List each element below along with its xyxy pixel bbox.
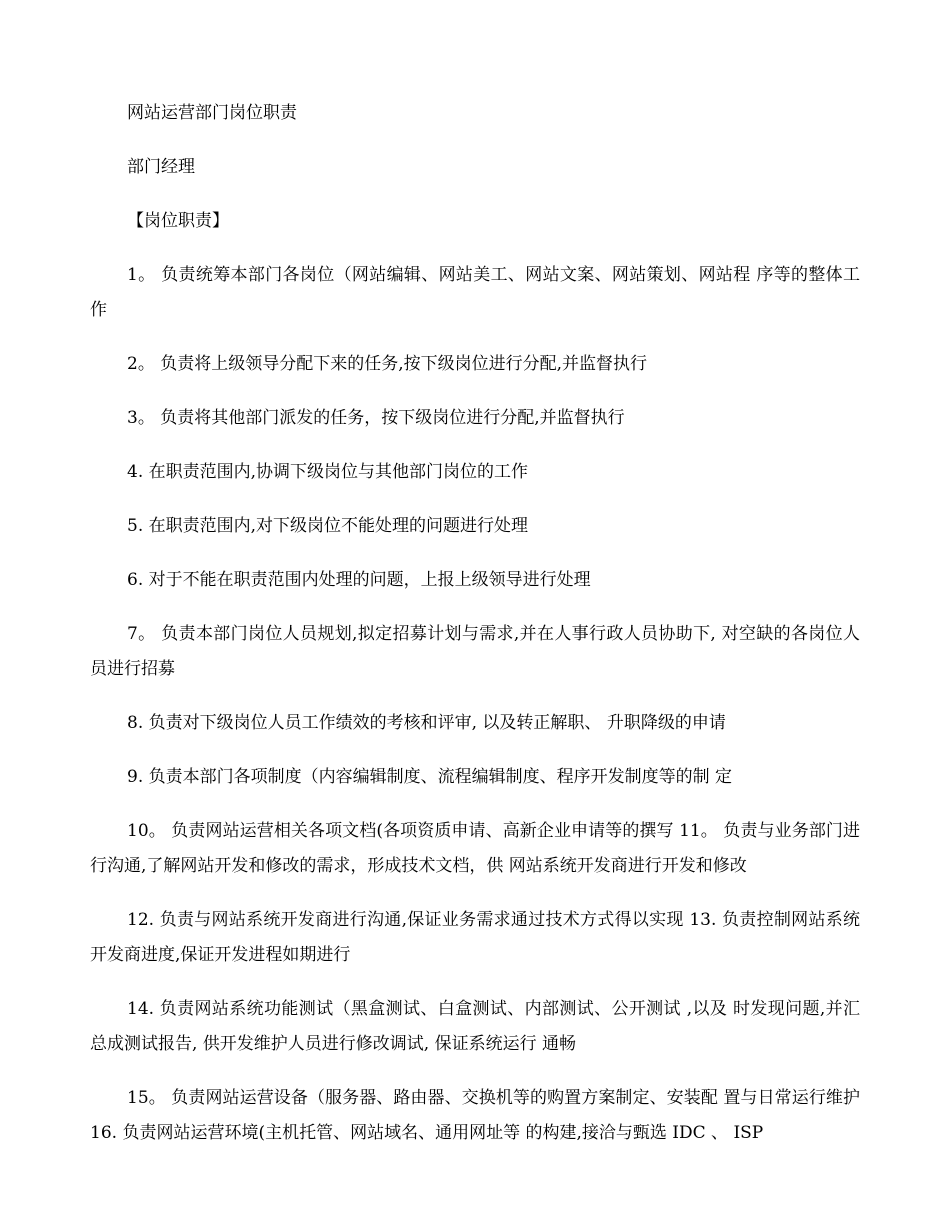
document-subtitle: 部门经理 <box>127 157 195 177</box>
duty-item-4: 4. 在职责范围内,协调下级岗位与其他部门岗位的工作 <box>127 462 529 482</box>
duty-item-15-16: 15。 负责网站运营设备（服务器、路由器、交换机等的购置方案制定、安装配 置与日常运行维护 16. 负责网站运营环境(主机托管、网站域名、通用网址等 的构建,接洽与甄选 IDC 、 ISP <box>90 1088 860 1143</box>
duty-item-14: 14. 负责网站系统功能测试（黑盒测试、白盒测试、内部测试、公开测试 ,以及 时发现问题,并汇总成测试报告, 供开发维护人员进行修改调试, 保证系统运行 通畅 <box>90 999 860 1054</box>
duty-item-3: 3。 负责将其他部门派发的任务，按下级岗位进行分配,并监督执行 <box>127 408 625 428</box>
duty-item-5: 5. 在职责范围内,对下级岗位不能处理的问题进行处理 <box>127 516 529 536</box>
document-title: 网站运营部门岗位职责 <box>127 103 297 123</box>
duty-item-10-11: 10。 负责网站运营相关各项文档(各项资质申请、高新企业申请等的撰写 11。 负责与业务部门进行沟通,了解网站开发和修改的需求，形成技术文档，供 网站系统开发商进行开发和修改 <box>90 821 860 876</box>
duty-item-6: 6. 对于不能在职责范围内处理的问题，上报上级领导进行处理 <box>127 570 591 590</box>
duty-item-9: 9. 负责本部门各项制度（内容编辑制度、流程编辑制度、程序开发制度等的制 定 <box>127 767 733 787</box>
duty-item-1: 1。 负责统筹本部门各岗位（网站编辑、网站美工、网站文案、网站策划、网站程 序等的整体工作 <box>90 265 860 320</box>
duty-item-2: 2。 负责将上级领导分配下来的任务,按下级岗位进行分配,并监督执行 <box>127 354 648 374</box>
duty-item-8: 8. 负责对下级岗位人员工作绩效的考核和评审, 以及转正解职、 升职降级的申请 <box>127 713 726 733</box>
duty-item-7: 7。 负责本部门岗位人员规划,拟定招募计划与需求,并在人事行政人员协助下, 对空缺的各岗位人员进行招募 <box>90 624 860 679</box>
duty-item-12-13: 12. 负责与网站系统开发商进行沟通,保证业务需求通过技术方式得以实现 13. 负责控制网站系统开发商进度,保证开发进程如期进行 <box>90 910 860 965</box>
document-page <box>90 96 860 1170</box>
section-label: 【岗位职责】 <box>127 211 229 231</box>
